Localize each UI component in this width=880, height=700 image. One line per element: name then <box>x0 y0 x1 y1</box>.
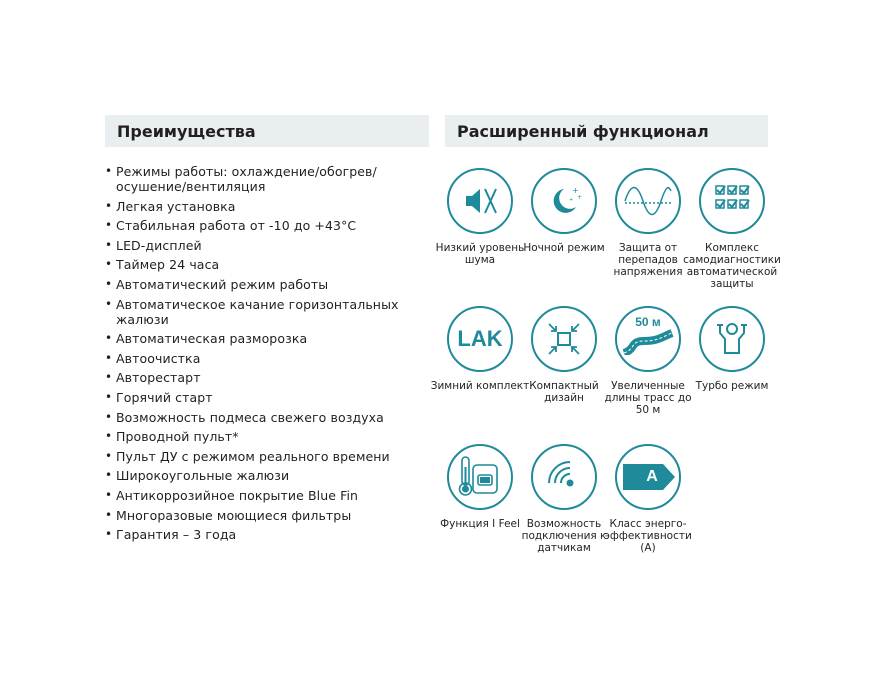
i-feel-icon <box>447 444 513 510</box>
winter-kit-icon <box>447 306 513 372</box>
night-mode-icon <box>531 168 597 234</box>
list-item: • Гарантия – 3 года <box>105 527 405 542</box>
list-item: • Легкая установка <box>105 199 405 214</box>
feature-caption: Низкий уровень шума <box>435 242 525 266</box>
advantages-list <box>105 164 405 547</box>
list-item: • Авторестарт <box>105 370 405 385</box>
low-noise-icon <box>447 168 513 234</box>
voltage-protection-icon <box>615 168 681 234</box>
list-item: • Горячий старт <box>105 390 405 405</box>
feature-energy-class <box>598 444 698 554</box>
long-pipes-label: 50 м <box>635 315 661 329</box>
feature-self-diagnostics <box>682 168 782 290</box>
list-item: • Автоочистка <box>105 351 405 366</box>
list-item: • Автоматическая разморозка <box>105 331 405 346</box>
list-item: • Широкоугольные жалюзи <box>105 468 405 483</box>
feature-caption: Увеличенные длины трасс до 50 м <box>604 380 692 416</box>
feature-caption: Зимний комплект <box>430 380 530 392</box>
feature-caption: Функция I Feel <box>440 518 520 530</box>
feature-caption: Турбо режим <box>695 380 769 392</box>
list-item: • Автоматическое качание горизонтальных жалюзи <box>105 297 405 327</box>
list-item: • Пульт ДУ с режимом реального времени <box>105 449 405 464</box>
long-pipes-icon <box>615 306 681 372</box>
list-item: • Стабильная работа от -10 до +43°С <box>105 218 405 233</box>
svg-text:+: + <box>572 186 579 195</box>
energy-class-icon <box>615 444 681 510</box>
feature-caption: Компактный дизайн <box>529 380 599 404</box>
compact-design-icon <box>531 306 597 372</box>
advantages-header <box>105 115 429 147</box>
list-item: • Возможность подмеса свежего воздуха <box>105 410 405 425</box>
features-header <box>445 115 768 147</box>
energy-class-label: A <box>646 468 658 485</box>
turbo-mode-icon <box>699 306 765 372</box>
list-item: • Антикоррозийное покрытие Blue Fin <box>105 488 405 503</box>
self-diagnostics-icon <box>699 168 765 234</box>
winter-kit-label: LAK <box>457 326 503 351</box>
list-item: • LED-дисплей <box>105 238 405 253</box>
advantages-title: Преимущества <box>117 121 256 141</box>
feature-caption: Ночной режим <box>523 242 605 254</box>
feature-caption: Возможность подключения к датчикам <box>521 518 607 554</box>
feature-caption: Комплекс самодиагностики автоматической защиты <box>683 242 781 290</box>
svg-text:+: + <box>569 197 574 203</box>
list-item: • Проводной пульт* <box>105 429 405 444</box>
sensor-connection-icon <box>531 444 597 510</box>
list-item: • Многоразовые моющиеся фильтры <box>105 508 405 523</box>
list-item: • Таймер 24 часа <box>105 257 405 272</box>
feature-caption: Защита от перепадов напряжения <box>613 242 683 278</box>
feature-caption: Класс энерго-эффективности (А) <box>604 518 692 554</box>
list-item: • Режимы работы: охлаждение/обогрев/ осушение/вентиляция <box>105 164 405 194</box>
svg-text:+: + <box>577 194 583 201</box>
feature-turbo-mode <box>682 306 782 392</box>
list-item: • Автоматический режим работы <box>105 277 405 292</box>
features-title: Расширенный функционал <box>457 121 709 141</box>
